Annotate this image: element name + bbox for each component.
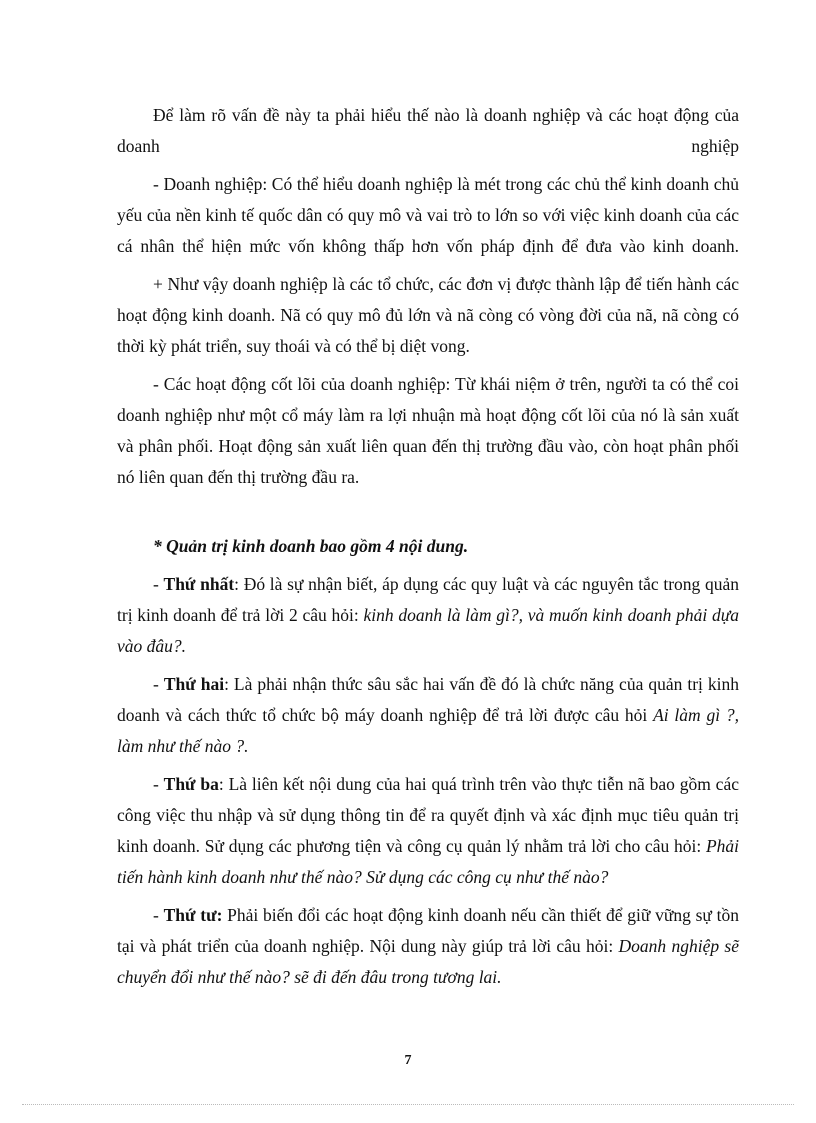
list-item [117, 569, 739, 662]
definition-paragraph: - Doanh nghiệp: Có thể hiểu doanh nghiệp là mét trong các chủ thể kinh doanh chủ yếu của nền kinh tế quốc dân có quy mô và vai trò to lớn so với việc kinh doanh của các cá nhân thể hiện mức vốn không thấp hơn vốn pháp định để đưa vào kinh doanh. [117, 174, 739, 256]
item-label: Thứ hai [163, 674, 225, 694]
intro-paragraph: Để làm rõ vấn đề này ta phải hiểu thế nào là doanh nghiệp và các hoạt động của doanh nghiệp [117, 105, 739, 156]
item-question: Doanh nghiệp sẽ chuyển đổi như thế nào? sẽ đi đến đâu trong tương lai. [117, 936, 739, 987]
list-item [117, 669, 739, 762]
item-text: : Là phải nhận thức sâu sắc hai vấn đề đó là chức năng của quản trị kinh doanh và cách thức tổ chức bộ máy doanh nghiệp để trả lời được câu hỏi [117, 674, 739, 725]
page-number: 7 [404, 1053, 412, 1068]
item-label: Thứ ba [163, 774, 219, 794]
item-dash: - [153, 574, 164, 594]
page-content [117, 100, 739, 993]
footer-divider [22, 1104, 794, 1105]
explanation-paragraph: + Như vậy doanh nghiệp là các tổ chức, các đơn vị được thành lập để tiến hành các hoạt động kinh doanh. Nã có quy mô đủ lớn và nã còng có vòng đời của nã, nã còng có thời kỳ phát triển, suy thoái và có thể bị diệt vong. [117, 274, 739, 356]
list-item [117, 769, 739, 893]
item-question: kinh doanh là làm gì?, và muốn kinh doanh phải dựa vào đâu?. [117, 605, 739, 656]
item-text: Phải biến đổi các hoạt động kinh doanh nếu cần thiết để giữ vững sự tồn tại và phát triển của doanh nghiệp. Nội dung này giúp trả lời câu hỏi: [117, 905, 740, 956]
item-text: : Đó là sự nhận biết, áp dụng các quy luật và các nguyên tắc trong quản trị kinh doanh để trả lời 2 câu hỏi: [117, 574, 740, 625]
section-heading: * Quản trị kinh doanh bao gồm 4 nội dung. [153, 536, 469, 556]
core-activities-paragraph: - Các hoạt động cốt lõi của doanh nghiệp: Từ khái niệm ở trên, người ta có thể coi doanh nghiệp như một cổ máy làm ra lợi nhuận mà hoạt động cốt lõi của nó là sản xuất và phân phối. Hoạt động sản xuất liên quan đến thị trường đầu vào, còn hoạt phân phối nó liên quan đến thị trường đầu ra. [117, 374, 739, 487]
item-dash: - [153, 905, 164, 925]
item-text: : Là liên kết nội dung của hai quá trình trên vào thực tiễn nã bao gồm các công việc thu nhập và sử dụng thông tin để ra quyết định và xác định mục tiêu quản trị kinh doanh. Sử dụng các phương tiện và công cụ quản lý nhằm trả lời cho câu hỏi: [117, 774, 739, 856]
list-item [117, 900, 739, 993]
item-dash: - [153, 674, 164, 694]
item-dash: - [153, 774, 164, 794]
item-question: Ai làm gì ?, làm như thế nào ?. [117, 705, 739, 756]
item-label: Thứ tư: [163, 905, 223, 925]
item-question: Phải tiến hành kinh doanh như thế nào? Sử dụng các công cụ như thế nào? [117, 836, 739, 887]
item-label: Thứ nhất [163, 574, 235, 594]
